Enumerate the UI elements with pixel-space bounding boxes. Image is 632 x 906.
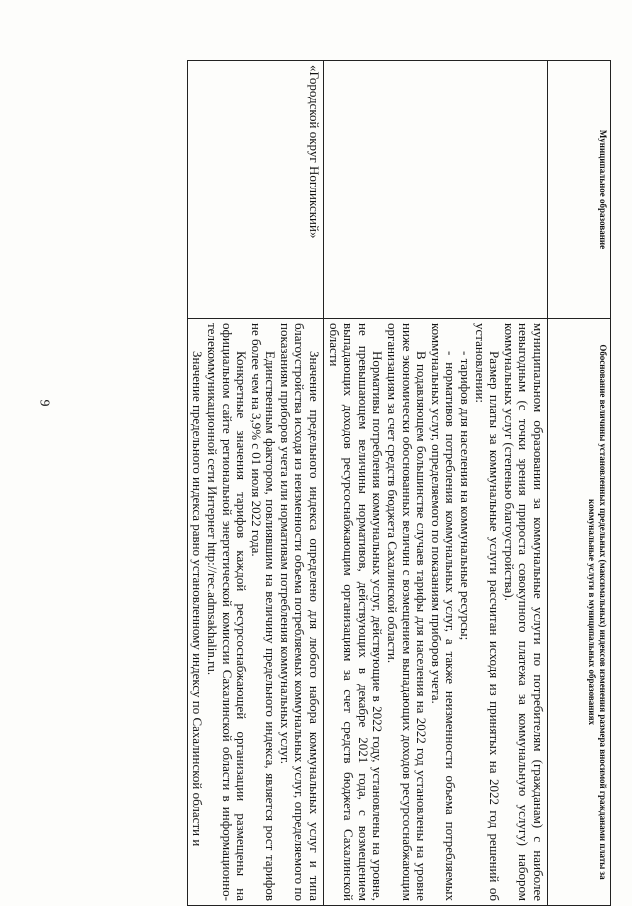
paragraph: Нормативы потребления коммунальных услуг, действующие в 2022 году, установлены на уровне, не превышающем величины нормативов, действующих в декабре 2021 года, с возмещением выпадающих доходов ресурсоснабжающим организациям за счет средств бюджета Сахалинской области bbox=[326, 323, 386, 901]
justification-cell bbox=[187, 319, 323, 906]
municipality-cell: «Городской округ Ногликский» bbox=[187, 61, 323, 319]
table-row bbox=[324, 61, 548, 906]
justification-cell bbox=[324, 319, 548, 906]
header-municipality: Муниципальное образование bbox=[548, 61, 611, 319]
paragraph: Значение предельного индекса определено для любого набора коммунальных услуг и типа благоустройства исходя из неизменности объема потребляемых коммунальных услуг, определяемого по показаниям приборов учета или нормативам потребления коммунальных услуг. bbox=[277, 323, 323, 901]
municipality-cell bbox=[324, 61, 548, 319]
paragraph: Единственным фактором, повлиявшим на величину предельного индекса, является рост тарифов не более чем на 3,9% с 01 июля 2022 года. bbox=[248, 323, 279, 901]
paragraph: муниципальном образовании за коммунальные услуги по потребителям (гражданам) с наиболее невыгодным (с точки зрения прироста совокупного платежа за коммунальную услугу) набором коммунальных услуг (степенью благоустройства). bbox=[501, 323, 546, 901]
header-justification: Обоснование величины установленных предельных (максимальных) индексов изменения размера вносимой гражданами платы за коммунальные услуги в муниципальных образованиях bbox=[548, 319, 611, 906]
table-row bbox=[187, 61, 323, 906]
paragraph: - нормативов потребления коммунальных услуг, а также неизменности объема потребляемых коммунальных услуг, определяемого по показаниям приборов учета. bbox=[428, 323, 459, 901]
paragraph: Размер платы за коммунальные услуги рассчитан исходя из принятых на 2022 год решений об установлении: bbox=[472, 323, 503, 901]
page-number: 9 bbox=[36, 399, 52, 407]
table-header-row bbox=[548, 61, 611, 906]
paragraph: Конкретные значения тарифов каждой ресурсоснабжающей организации размещены на официальном сайте региональной энергетической комиссии Сахалинской области в информационно-телекоммуникационной сети Интернет http://rec.admsakhalin.ru. bbox=[204, 323, 250, 901]
paragraph: В подавляющем большинстве случаев тарифы для населения на 2022 год установлены на уровне ниже экономически обоснованных величин с возмещением выпадающих доходов ресурсоснабжающим организациям за счет средств бюджета Сахалинской области. bbox=[385, 323, 430, 901]
justification-table bbox=[187, 60, 611, 906]
paragraph: Значение предельного индекса равно установленному индексу по Сахалинской области и bbox=[190, 351, 206, 847]
rotated-table-container bbox=[111, 60, 611, 905]
paragraph: - тарифов для населения на коммунальные ресурсы; bbox=[458, 351, 474, 641]
